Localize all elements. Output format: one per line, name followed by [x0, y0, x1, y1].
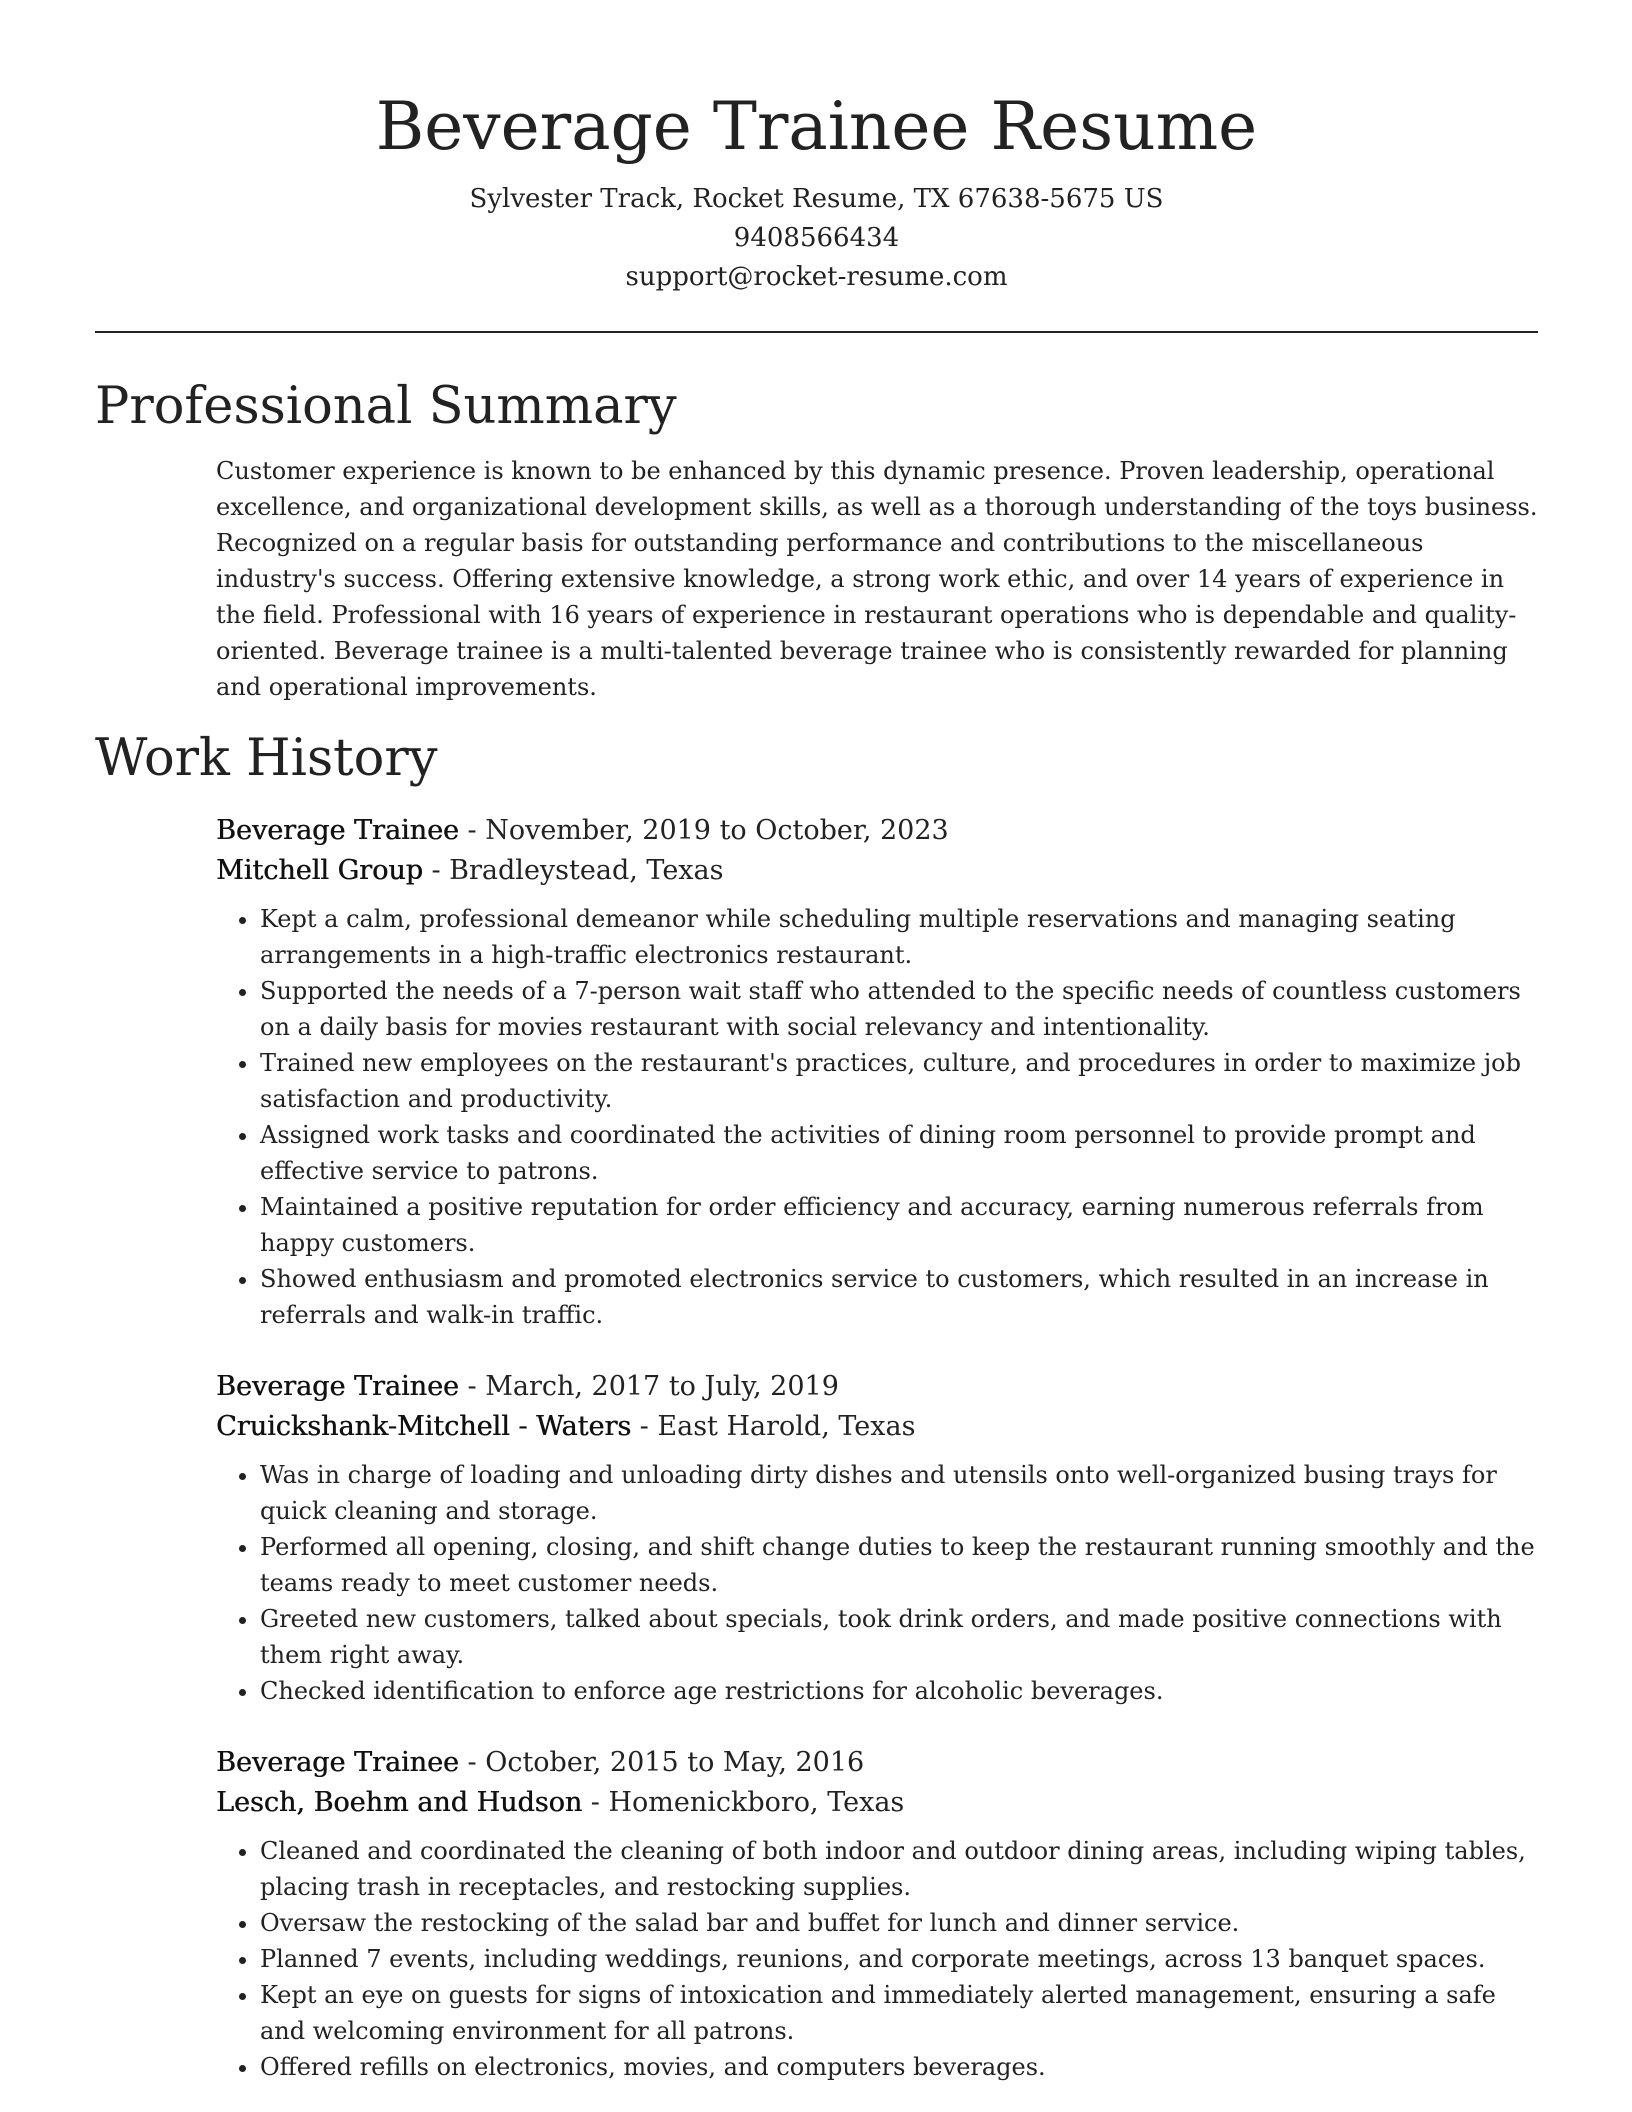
resume-header: [95, 0, 1538, 297]
job-bullet: • Checked identification to enforce age restrictions for alcoholic beverages.: [260, 1673, 1538, 1709]
job-role: Beverage Trainee: [216, 1747, 459, 1778]
job-title-line: [216, 811, 1538, 851]
job-bullet: • Kept an eye on guests for signs of intoxication and immediately alerted management, ensuring a safe and welcoming environment for all patrons.: [260, 1977, 1538, 2049]
job-entry: [216, 1367, 1538, 1709]
job-bullet: • Kept a calm, professional demeanor while scheduling multiple reservations and managing seating arrangements in a high-traffic electronics restaurant.: [260, 901, 1538, 973]
job-bullet: • Oversaw the restocking of the salad bar and buffet for lunch and dinner service.: [260, 1905, 1538, 1941]
job-bullet: • Greeted new customers, talked about specials, took drink orders, and made positive connections with them right away.: [260, 1601, 1538, 1673]
job-bullet: • Offered refills on electronics, movies, and computers beverages.: [260, 2049, 1538, 2085]
job-title-line: [216, 1743, 1538, 1783]
job-dates: - November, 2019 to October, 2023: [458, 815, 949, 846]
job-location: - East Harold, Texas: [631, 1411, 916, 1442]
job-bullet: • Planned 7 events, including weddings, reunions, and corporate meetings, across 13 banquet spaces.: [260, 1941, 1538, 1977]
work-history-section-title: Work History: [95, 729, 438, 788]
job-company: Cruickshank-Mitchell - Waters: [216, 1411, 632, 1442]
contact-block: [95, 180, 1538, 297]
job-dates: - October, 2015 to May, 2016: [458, 1747, 865, 1778]
job-company-line: [216, 1783, 1538, 1823]
job-location: - Bradleystead, Texas: [422, 855, 724, 886]
summary-section-title: Professional Summary: [95, 377, 677, 436]
job-entry: [216, 811, 1538, 1333]
job-entry: [216, 1743, 1538, 2085]
contact-address: Sylvester Track, Rocket Resume, TX 67638-5675 US: [469, 184, 1164, 214]
job-bullet: • Trained new employees on the restaurant's practices, culture, and procedures in order to maximize job satisfaction and productivity.: [260, 1045, 1538, 1117]
job-company-line: [216, 851, 1538, 891]
contact-email: support@rocket-resume.com: [625, 262, 1008, 292]
job-bullet-list: [216, 901, 1538, 1333]
header-divider: [95, 331, 1538, 333]
job-bullet: • Assigned work tasks and coordinated the activities of dining room personnel to provide prompt and effective service to patrons.: [260, 1117, 1538, 1189]
resume-page: [95, 0, 1538, 2085]
summary-section-body: [216, 453, 1538, 705]
job-company: Lesch, Boehm and Hudson: [216, 1787, 583, 1818]
job-bullet: • Performed all opening, closing, and shift change duties to keep the restaurant running smoothly and the teams ready to meet customer needs.: [260, 1529, 1538, 1601]
work-history-section-body: [216, 811, 1538, 2085]
job-title-line: [216, 1367, 1538, 1407]
summary-text: Customer experience is known to be enhanced by this dynamic presence. Proven leadership, operational excellence, and organizational development skills, as well as a thorough understanding of the toys business. Recognized on a regular basis for outstanding performance and contributions to the miscellaneous industry's success. Offering extensive knowledge, a strong work ethic, and over 14 years of experience in the field. Professional with 16 years of experience in restaurant operations who is dependable and quality-oriented. Beverage trainee is a multi-talented beverage trainee who is consistently rewarded for planning and operational improvements.: [216, 457, 1538, 701]
resume-title: Beverage Trainee Resume: [375, 88, 1258, 165]
job-company-line: [216, 1407, 1538, 1447]
contact-phone: 9408566434: [733, 223, 900, 253]
job-bullet: • Maintained a positive reputation for order efficiency and accuracy, earning numerous referrals from happy customers.: [260, 1189, 1538, 1261]
job-bullet: • Was in charge of loading and unloading dirty dishes and utensils onto well-organized busing trays for quick cleaning and storage.: [260, 1457, 1538, 1529]
job-location: - Homenickboro, Texas: [582, 1787, 905, 1818]
job-bullet: • Showed enthusiasm and promoted electronics service to customers, which resulted in an increase in referrals and walk-in traffic.: [260, 1261, 1538, 1333]
job-bullet-list: [216, 1457, 1538, 1709]
job-role: Beverage Trainee: [216, 1371, 459, 1402]
job-company: Mitchell Group: [216, 855, 423, 886]
job-role: Beverage Trainee: [216, 815, 459, 846]
job-bullet: • Supported the needs of a 7-person wait staff who attended to the specific needs of countless customers on a daily basis for movies restaurant with social relevancy and intentionality.: [260, 973, 1538, 1045]
job-bullet-list: [216, 1833, 1538, 2085]
job-dates: - March, 2017 to July, 2019: [458, 1371, 839, 1402]
job-bullet: • Cleaned and coordinated the cleaning of both indoor and outdoor dining areas, including wiping tables, placing trash in receptacles, and restocking supplies.: [260, 1833, 1538, 1905]
